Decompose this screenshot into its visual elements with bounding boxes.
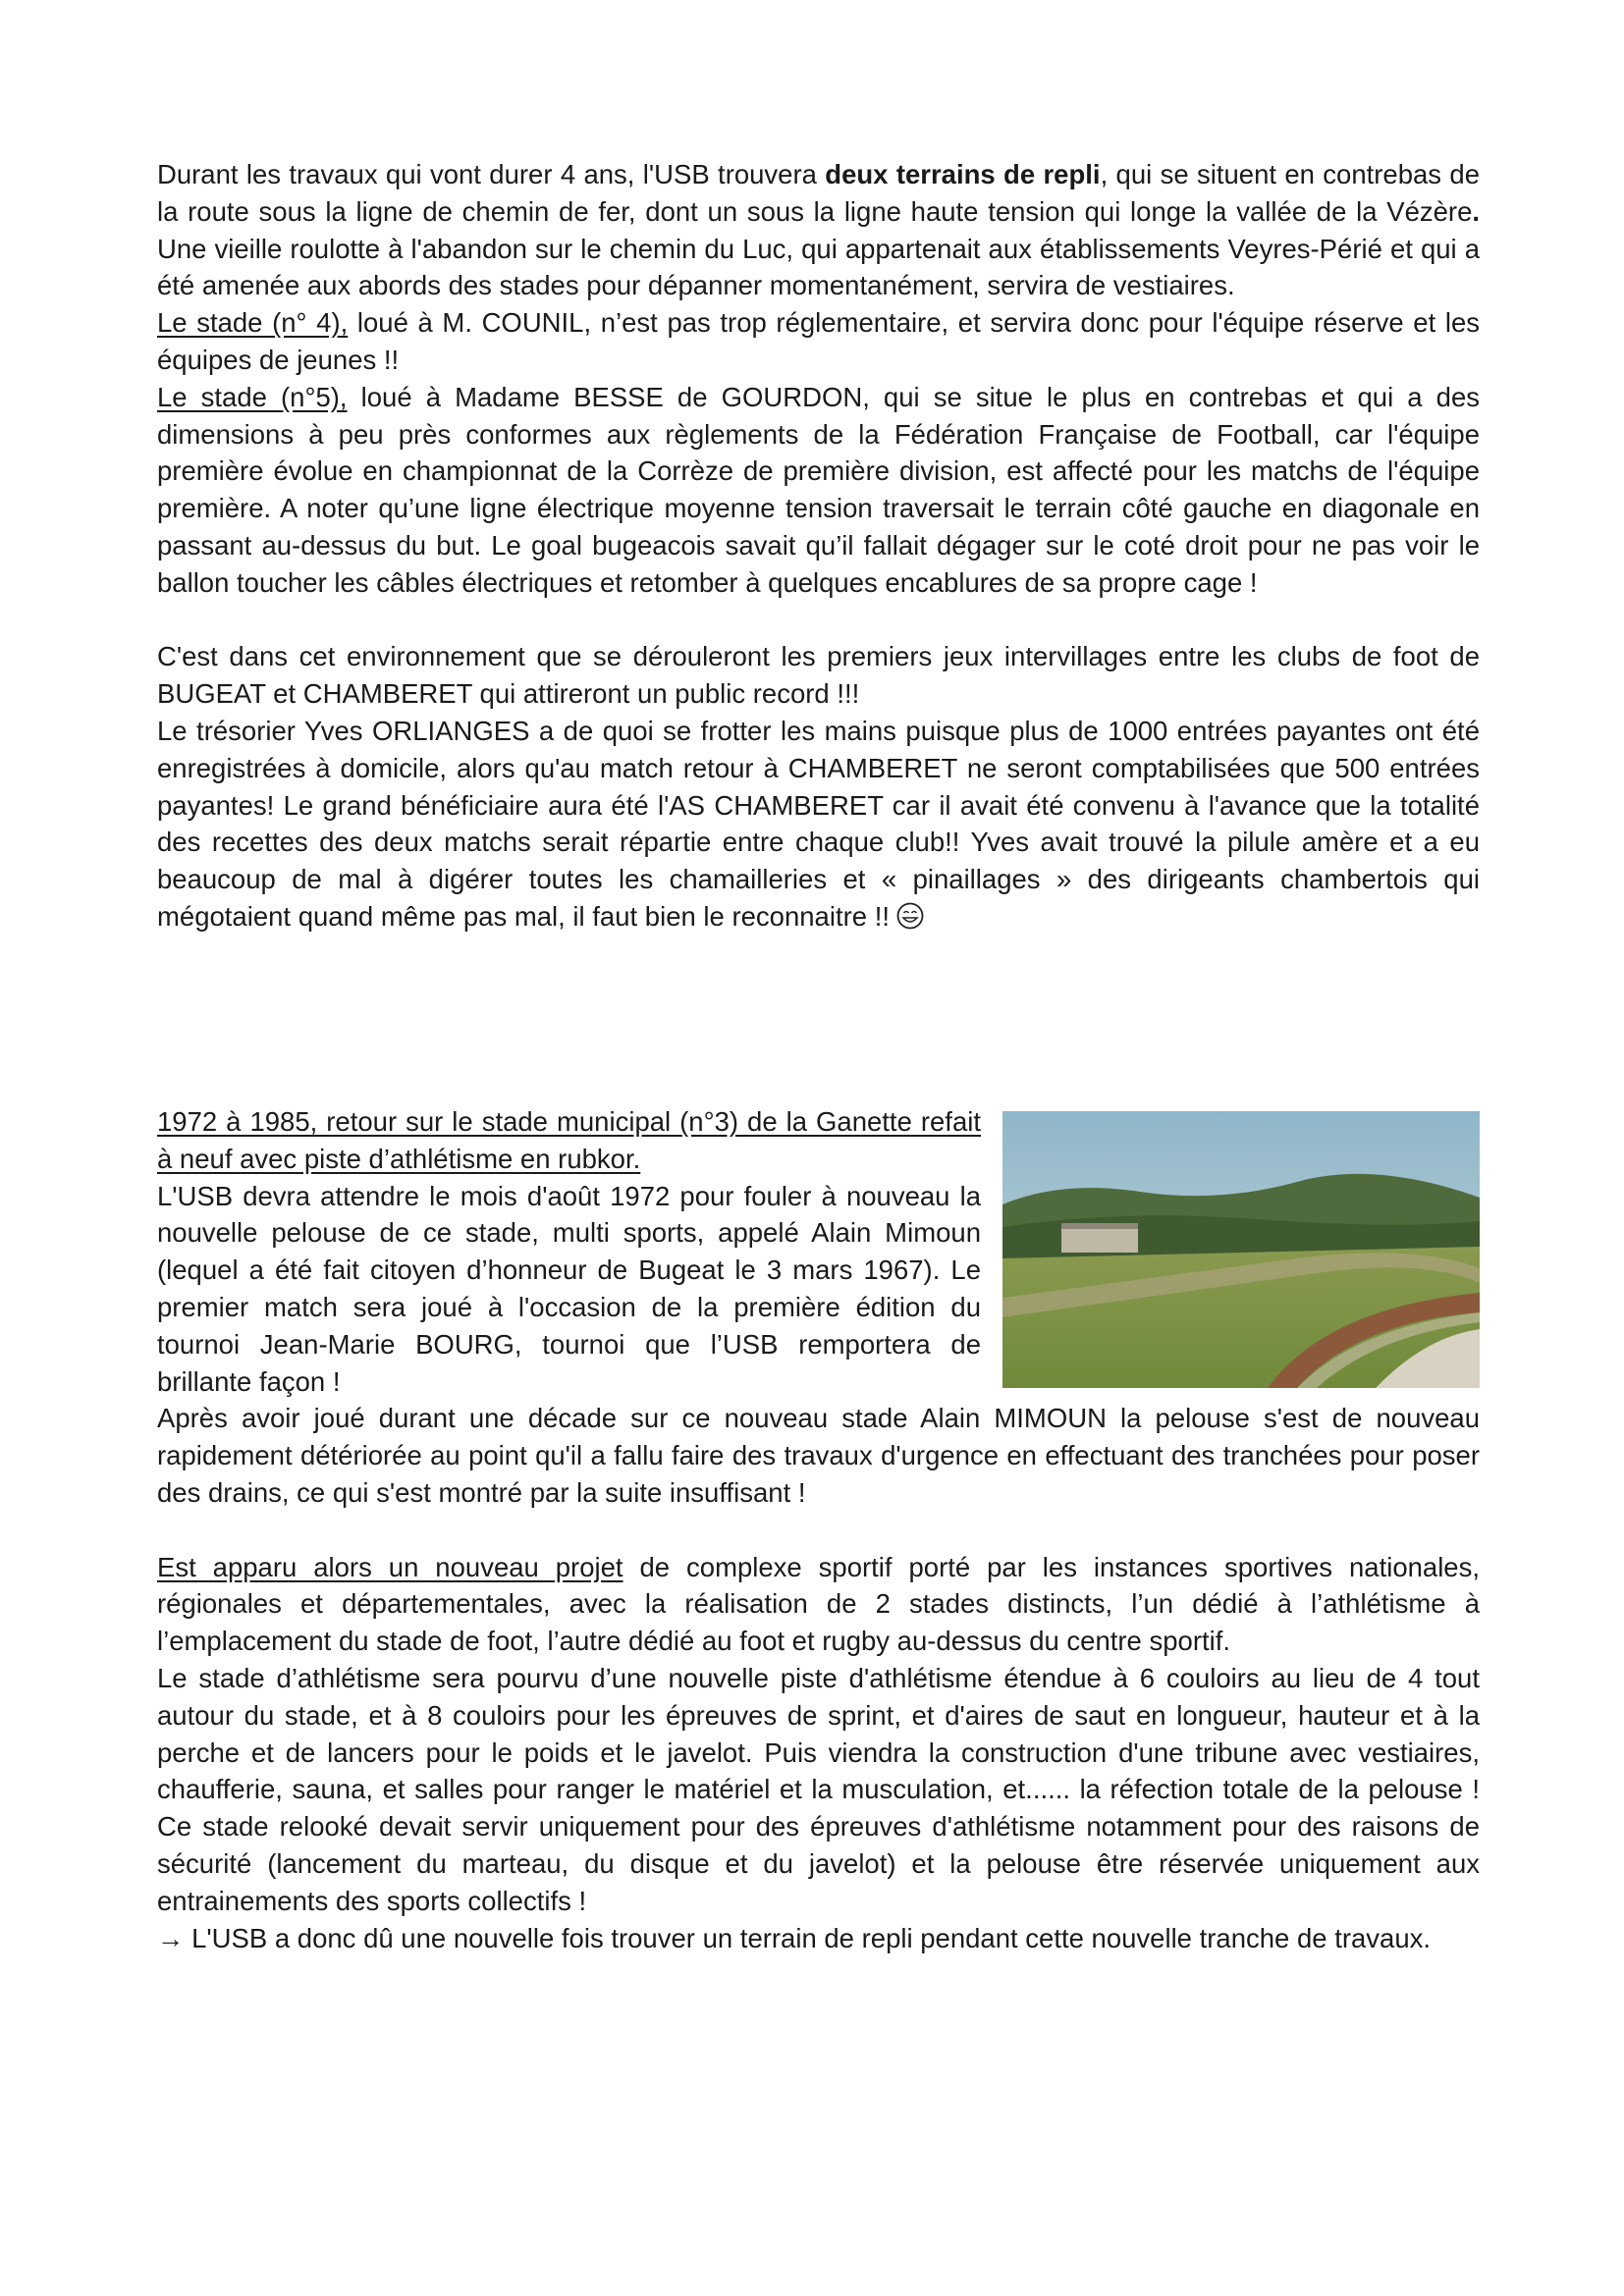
underlined-stade-5: Le stade (n°5), — [157, 381, 348, 412]
paragraph-stade-4: Le stade (n° 4), loué à M. COUNIL, n’est pas trop réglementaire, et servira donc pour l'équipe réserve et les équipes de jeunes !! — [157, 307, 1480, 375]
bold-deux-terrains: deux terrains de repli — [825, 159, 1101, 189]
body-text-bottom — [157, 1103, 1480, 1956]
paragraph-athletisme: Le stade d’athlétisme sera pourvu d’une nouvelle piste d'athlétisme étendue à 6 couloirs au lieu de 4 tout autour du stade, et à 8 couloirs pour les épreuves de sprint, et d'aires de saut en longueur, hauteur et à la perche et de lancers pour le poids et le javelot. Puis viendra la construction d'une tribune avec vestiaires, chaufferie, sauna, et salles pour ranger le matériel et la musculation, et...... la réfection totale de la pelouse ! Ce stade relooké devait servir uniquement pour des épreuves d'athlétisme notamment pour des raisons de sécurité (lancement du marteau, du disque et du javelot) et la pelouse être réservée uniquement aux entrainements des sports collectifs ! — [157, 1662, 1480, 1916]
arrow-icon: → — [157, 1922, 185, 1953]
body-text-top — [157, 156, 1480, 935]
paragraph-conclusion: → L'USB a donc dû une nouvelle fois trouver un terrain de repli pendant cette nouvelle tranche de travaux. — [157, 1922, 1432, 1953]
stadium-photo-graphic — [1002, 1111, 1480, 1388]
paragraph-intervillages: C'est dans cet environnement que se dérouleront les premiers jeux intervillages entre les clubs de foot de BUGEAT et CHAMBERET qui attireront un public record !!! — [157, 641, 1480, 710]
paragraph-decade: Après avoir joué durant une décade sur ce nouveau stade Alain MIMOUN la pelouse s'est de nouveau rapidement détériorée au point qu'il a fallu faire des travaux d'urgence en effectuant des tranchées pour poser des drains, ce qui s'est montré par la suite insuffisant ! — [157, 1403, 1480, 1508]
paragraph-stade-5: Le stade (n°5), loué à Madame BESSE de GOURDON, qui se situe le plus en contrebas et qui a des dimensions à peu près conformes aux règlements de la Fédération Française de Football, car l'équipe première évolue en championnat de la Corrèze de première division, est affecté pour les matchs de l'équipe première. A noter qu’une ligne électrique moyenne tension traversait le terrain côté gauche en diagonale en passant au-dessus du but. Le goal bugeacois savait qu’il fallait dégager sur le coté droit pour ne pas voir le ballon toucher les câbles électriques et retomber à quelques encablures de sa propre cage ! — [157, 381, 1480, 598]
underlined-nouveau-projet: Est apparu alors un nouveau projet — [157, 1551, 623, 1582]
paragraph-1972-text: L'USB devra attendre le mois d'août 1972 pour fouler à nouveau la nouvelle pelouse de ce stade, multi sports, appelé Alain Mimoun (lequel a été fait citoyen d’honneur de Bugeat le 3 mars 1967). Le premier match sera joué à l'occasion de la première édition du tournoi Jean-Marie BOURG, tournoi que l’USB remportera de brillante façon ! — [157, 1180, 981, 1397]
paragraph-travaux: Durant les travaux qui vont durer 4 ans, l'USB trouvera deux terrains de repli, qui se situent en contrebas de la route sous la ligne de chemin de fer, dont un sous la ligne haute tension qui longe la vallée de la Vézère. Une vieille roulotte à l'abandon sur le chemin du Luc, qui appartenait aux établissements Veyres-Périé et qui a été amenée aux abords des stades pour dépanner momentanément, servira de vestiaires. — [157, 159, 1480, 301]
underlined-stade-4: Le stade (n° 4), — [157, 307, 349, 339]
paragraph-tresorier: Le trésorier Yves ORLIANGES a de quoi se frotter les mains puisque plus de 1000 entrées payantes ont été enregistrées à domicile, alors qu'au match retour à CHAMBERET ne seront comptabilisées que 500 entrées payantes! Le grand bénéficiaire aura été l'AS CHAMBERET car il avait été convenu à l'avance que la totalité des recettes des deux matchs serait répartie entre chaque club!! Yves avait trouvé la pilule amère et a eu beaucoup de mal à digérer toutes les chamailleries et « pinaillages » des dirigeants chambertois qui mégotaient quand même pas mal, il faut bien le reconnaitre !! — [157, 715, 1480, 932]
paragraph-nouveau-projet: Est apparu alors un nouveau projet de complexe sportif porté par les instances sportives nationales, régionales et départementales, avec la réalisation de 2 stades distincts, l’un dédié à l’athlétisme à l’emplacement du stade de foot, l’autre dédié au foot et rugby au-dessus du centre sportif. — [157, 1551, 1480, 1657]
underlined-1972-heading: 1972 à 1985, retour sur le stade municipal (n°3) de la Ganette refait à neuf avec piste d’athlétisme en rubkor. — [157, 1106, 981, 1174]
smiley-icon — [895, 901, 925, 931]
stadium-photo — [1002, 1111, 1480, 1388]
